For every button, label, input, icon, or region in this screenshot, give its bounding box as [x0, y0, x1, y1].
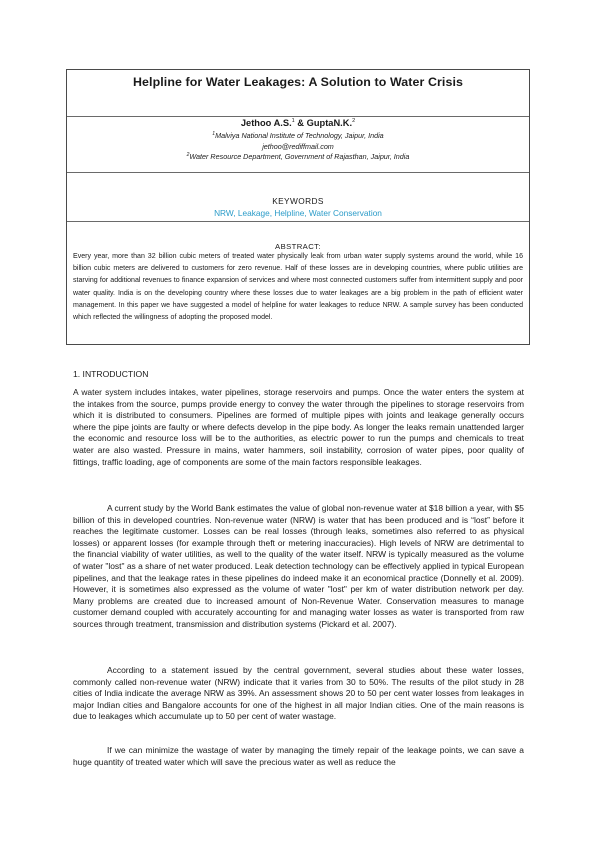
header-divider — [67, 116, 529, 117]
keywords-heading: KEYWORDS — [272, 196, 324, 206]
affiliation-1-text: Malviya National Institute of Technology, Jaipur, India — [215, 131, 384, 140]
author-2-mark: 2 — [352, 118, 356, 124]
affiliation-1-mark: 1 — [212, 131, 216, 137]
section-heading: 1. INTRODUCTION — [73, 369, 149, 379]
affiliation-2-mark: 2 — [186, 152, 190, 158]
affiliation-1 — [67, 131, 529, 140]
keywords-list: NRW, Leakage, Helpline, Water Conservation — [214, 208, 382, 218]
author-1-mark: 1 — [291, 118, 295, 124]
header-divider — [67, 172, 529, 173]
header-divider — [67, 221, 529, 222]
intro-paragraph: If we can minimize the wastage of water by managing the timely repair of the leakage points, we can save a huge quantity of treated water which will save the precious water as well as reduce the — [73, 745, 524, 767]
abstract-text: Every year, more than 32 billion cubic meters of treated water physically leak from urban water supply systems around the world, while 16 billion cubic meters are delivered to customers for zero revenue. Half of these losses are in developing countries, where public utilities are starving for additional revenues to finance expansion of services and where most connected customers suffer from intermittent supply and poor water quality. India is on the developing country where these losses due to water leakages are a big problem in the path of efficient water management. In this paper we have suggested a model of helpline for water leakages to reduce NRW. A sample survey has been conducted which reflected the willingness of adopting the proposed model. — [73, 253, 523, 322]
paper-header-box — [66, 69, 530, 345]
affiliation-2 — [67, 152, 529, 161]
author-line — [67, 118, 529, 128]
intro-paragraph: According to a statement issued by the central government, several studies about these water losses, commonly called non-revenue water (NRW) indicate that it varies from 30 to 50%. The results of the pilot study in 28 cities of India indicate the average NRW as 39%. An assessment shows 20 to 50 per cent water losses from leakages in major Indian cities and Bangalore accounts for one of the highest in all major Indian cities. One of the main reasons is due to leakages which accumulate up to 50 per cent of water wastage. — [73, 665, 524, 722]
intro-paragraph: A current study by the World Bank estimates the value of global non-revenue water at $18 billion a year, with $5 billion of this in developed countries. Non-revenue water (NRW) is water that has been produced and is “lost” before it reaches the legitimate customer. Losses can be real losses (through leaks, sometimes also referred to as physical losses) or apparent losses (for example through theft or metering inaccuracies). High levels of NRW are detrimental to the financial viability of water utilities, as well to the quality of the water itself. NRW is typically measured as the volume of water "lost" as a share of net water produced. Leak detection technology can be effectively applied in typical European pipelines, and that the leakage rates in these pipelines do indeed make it an economical practice (Donnelly et al. 2009). However, it is sometimes also expressed as the volume of water "lost" per km of water distribution network per day. Many problems are created due to increased amount of Non-Revenue Water. Conservation measures to manage customer demand coupled with accurately accounting for and managing water losses as water is transported from raw sources through treatment, transmission and distribution systems (Pickard et al. 2007). — [73, 503, 524, 629]
author-2: GuptaN.K. — [306, 118, 353, 128]
author-1: Jethoo A.S. — [240, 118, 292, 128]
affiliation-2-text: Water Resource Department, Government of Rajasthan, Jaipur, India — [189, 152, 410, 161]
author-email: jethoo@rediffmail.com — [262, 142, 334, 151]
paper-title: Helpline for Water Leakages: A Solution to Water Crisis — [132, 75, 463, 89]
author-separator: & — [294, 118, 307, 128]
abstract-heading: ABSTRACT: — [275, 242, 321, 251]
intro-paragraph: A water system includes intakes, water pipelines, storage reservoirs and pumps. Once the water enters the system at the intakes from the source, pumps provide energy to convey the water through the pipelines to storage reservoirs from which it is distributed to consumers. Pipelines are formed of multiple pipes with joints and leakage generally occurs where the pipe joints are faulty or where defects develop in the pipe body. As longer the leaks remain unattended larger the economic and resource loss will be to the authorities, as electric power to run the pumps and chemicals to treat water are also wasted. Pressure in mains, water hammers, soil instability, corrosion of water pipes, poor quality of fittings, traffic loading, age of components are some of the main factors responsible leakages. — [73, 387, 524, 467]
